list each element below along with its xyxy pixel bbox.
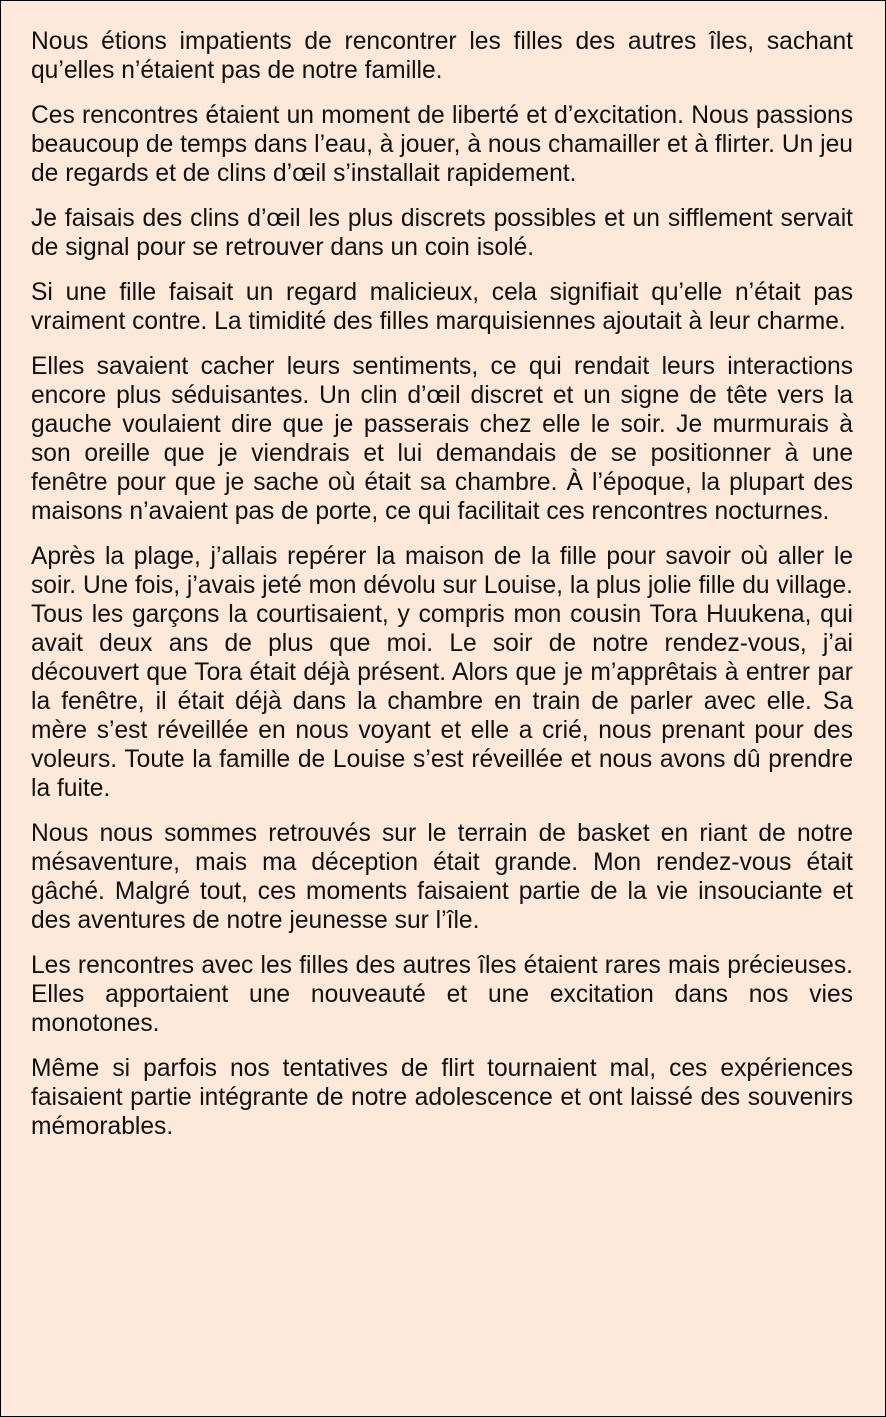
paragraph-8: Les rencontres avec les filles des autres îles étaient rares mais précieuses. Elles apportaient une nouveauté et une excitation dans nos vies monotones. [31, 952, 853, 1037]
paragraph-3: Je faisais des clins d’œil les plus discrets possibles et un sifflement servait de signal pour se retrouver dans un coin isolé. [31, 205, 853, 261]
paragraph-7: Nous nous sommes retrouvés sur le terrain de basket en riant de notre mésaventure, mais ma déception était grande. Mon rendez-vous était gâché. Malgré tout, ces moments faisaient partie de la vie insouciante et des aventures de notre jeunesse sur l’île. [31, 820, 853, 934]
paragraph-6: Après la plage, j’allais repérer la maison de la fille pour savoir où aller le soir. Une fois, j’avais jeté mon dévolu sur Louise, la plus jolie fille du village. Tous les garçons la courtisaient, y compris mon cousin Tora Huukena, qui avait deux ans de plus que moi. Le soir de notre rendez-vous, j’ai découvert que Tora était déjà présent. Alors que je m’apprêtais à entrer par la fenêtre, il était déjà dans la chambre en train de parler avec elle. Sa mère s’est réveillée en nous voyant et elle a crié, nous prenant pour des voleurs. Toute la famille de Louise s’est réveillée et nous avons dû prendre la fuite. [31, 543, 853, 802]
paragraph-9: Même si parfois nos tentatives de flirt tournaient mal, ces expériences faisaient partie intégrante de notre adolescence et ont laissé des souvenirs mémorables. [31, 1055, 853, 1140]
paragraph-2: Ces rencontres étaient un moment de liberté et d’excitation. Nous passions beaucoup de temps dans l’eau, à jouer, à nous chamailler et à flirter. Un jeu de regards et de clins d’œil s’installait rapidement. [31, 102, 853, 187]
paragraph-5: Elles savaient cacher leurs sentiments, ce qui rendait leurs interactions encore plus séduisantes. Un clin d’œil discret et un signe de tête vers la gauche voulaient dire que je passerais chez elle le soir. Je murmurais à son oreille que je viendrais et lui demandais de se positionner à une fenêtre pour que je sache où était sa chambre. À l’époque, la plupart des maisons n’avaient pas de porte, ce qui facilitait ces rencontres nocturnes. [31, 353, 853, 525]
paragraph-4: Si une fille faisait un regard malicieux, cela signifiait qu’elle n’était pas vraiment contre. La timidité des filles marquisiennes ajoutait à leur charme. [31, 279, 853, 335]
paragraph-1: Nous étions impatients de rencontrer les filles des autres îles, sachant qu’elles n’étaient pas de notre famille. [31, 28, 853, 84]
